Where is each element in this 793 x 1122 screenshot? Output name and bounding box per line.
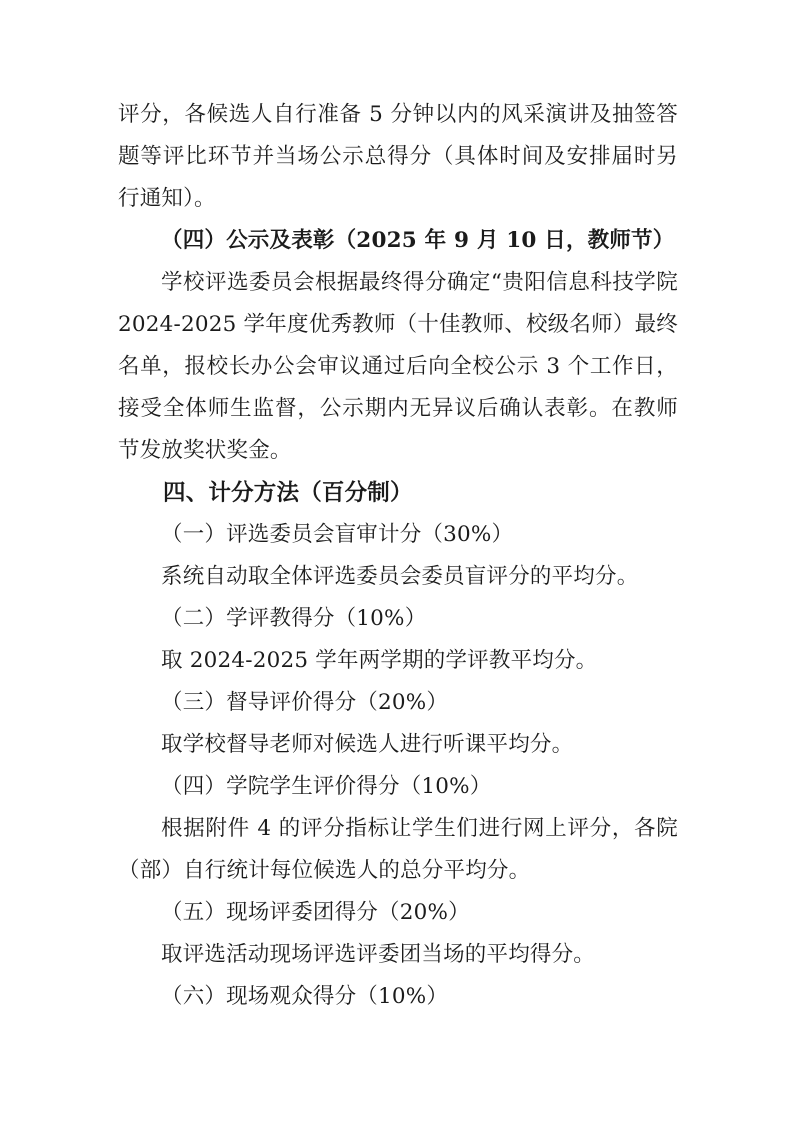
body-committee-blind-score-desc: 系统自动取全体评选委员会委员盲评分的平均分。 xyxy=(161,564,639,589)
subheading-supervisor-eval-score: （三）督导评价得分（20%） xyxy=(161,690,449,715)
body-supervisor-eval-score-desc: 取学校督导老师对候选人进行听课平均分。 xyxy=(161,732,574,757)
body-onsite-jury-score-desc: 取评选活动现场评选评委团当场的平均得分。 xyxy=(161,942,596,967)
subheading-student-eval-score: （二）学评教得分（10%） xyxy=(161,606,427,631)
body-college-student-eval-score-desc: 根据附件 4 的评分指标让学生们进行网上评分，各院（部）自行统计每位候选人的总分平均分。 xyxy=(118,816,678,883)
subheading-college-student-eval-score: （四）学院学生评价得分（10%） xyxy=(161,774,492,799)
body-paragraph-final-list: 学校评选委员会根据最终得分确定“贵阳信息科技学院 2024-2025 学年度优秀教师（十佳教师、校级名师）最终名单，报校长办公会审议通过后向全校公示 3 个工作日，接受全体师生监督，公示期内无异议后确认表彰。在教师节发放奖状奖金。 xyxy=(118,270,678,463)
document-body xyxy=(118,94,678,1018)
subheading-onsite-audience-score: （六）现场观众得分（10%） xyxy=(161,984,449,1009)
section-heading-publicity-awards: （四）公示及表彰（2025 年 9 月 10 日，教师节） xyxy=(161,228,675,253)
subheading-committee-blind-score: （一）评选委员会盲审计分（30%） xyxy=(161,522,514,547)
body-student-eval-score-desc: 取 2024-2025 学年两学期的学评教平均分。 xyxy=(161,648,598,673)
chapter-heading-scoring-method: 四、计分方法（百分制） xyxy=(163,480,413,506)
body-paragraph-continuation: 评分，各候选人自行准备 5 分钟以内的风采演讲及抽签答题等评比环节并当场公示总得分（具体时间及安排届时另行通知）。 xyxy=(118,102,678,211)
subheading-onsite-jury-score: （五）现场评委团得分（20%） xyxy=(161,900,470,925)
